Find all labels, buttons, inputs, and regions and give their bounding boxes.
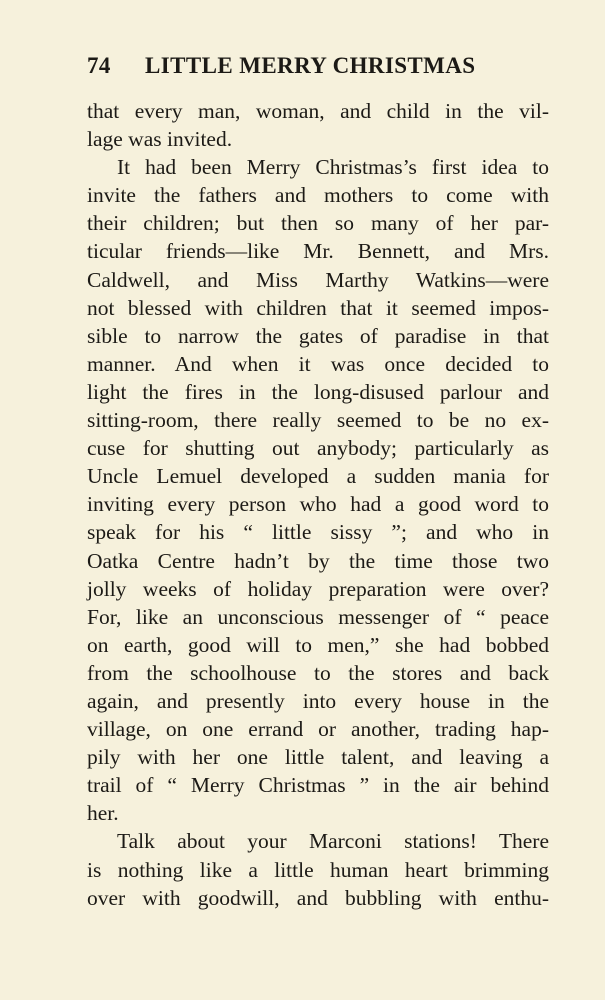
text-line: sitting-room, there really seemed to be no ex- [87, 408, 549, 433]
text-line: Talk about your Marconi stations! There [117, 829, 549, 854]
text-line: inviting every person who had a good word to [87, 492, 549, 517]
text-line: their children; but then so many of her par- [87, 211, 549, 236]
text-line: trail of “ Merry Christmas ” in the air behind [87, 773, 549, 798]
text-line: ticular friends—like Mr. Bennett, and Mrs. [87, 239, 549, 264]
text-line: not blessed with children that it seemed impos- [87, 295, 549, 320]
text-line: over with goodwill, and bubbling with enthu- [87, 885, 549, 910]
text-line: lage was invited. [87, 127, 233, 152]
text-line: village, on one errand or another, trading hap- [87, 717, 549, 742]
text-line: Uncle Lemuel developed a sudden mania for [87, 464, 549, 489]
text-line: cuse for shutting out anybody; particularly as [87, 436, 549, 461]
text-line: is nothing like a little human heart brimming [87, 857, 549, 882]
text-line: pily with her one little talent, and leaving a [87, 745, 549, 770]
text-line: invite the fathers and mothers to come with [87, 183, 549, 208]
text-line: speak for his “ little sissy ”; and who in [87, 520, 549, 545]
text-line: from the schoolhouse to the stores and back [87, 660, 549, 685]
text-line: Caldwell, and Miss Marthy Watkins—were [87, 267, 549, 292]
text-line: her. [87, 801, 119, 826]
text-line: Oatka Centre hadn’t by the time those two [87, 548, 549, 573]
page-number: 74 [87, 53, 111, 78]
text-line: sible to narrow the gates of paradise in that [87, 323, 549, 348]
text-line: For, like an unconscious messenger of “ peace [87, 604, 549, 629]
text-line: light the fires in the long-disused parlour and [87, 379, 549, 404]
text-line: manner. And when it was once decided to [87, 351, 549, 376]
text-line: It had been Merry Christmas’s first idea to [117, 155, 549, 180]
text-line: jolly weeks of holiday preparation were over? [87, 576, 549, 601]
text-line: again, and presently into every house in the [87, 688, 549, 713]
text-line: that every man, woman, and child in the vil- [87, 99, 549, 123]
running-title: LITTLE MERRY CHRISTMAS [145, 53, 476, 78]
text-line: on earth, good will to men,” she had bobbed [87, 632, 549, 657]
running-head [87, 50, 549, 82]
body-text [87, 97, 549, 912]
